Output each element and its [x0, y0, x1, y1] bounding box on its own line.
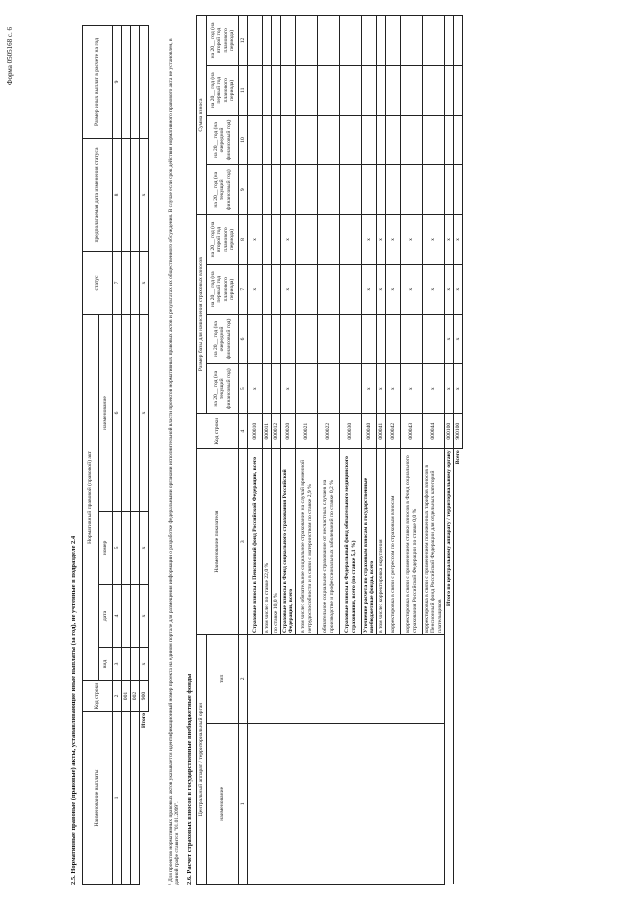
- x-mark: х: [377, 364, 386, 414]
- value-cell: [263, 364, 272, 414]
- value-cell: [423, 115, 445, 165]
- value-cell: [263, 215, 272, 265]
- row-code: 000020: [281, 414, 296, 449]
- row-code: 000022: [318, 414, 340, 449]
- value-cell: [272, 215, 281, 265]
- x-mark: х: [423, 264, 445, 314]
- colnum: 6: [239, 314, 248, 364]
- x-mark: х: [281, 264, 296, 314]
- colnum: 5: [113, 512, 122, 585]
- value-cell: [248, 165, 263, 215]
- group-base-header: Размер базы для начисления страховых взносов: [197, 215, 207, 414]
- value-cell: [318, 364, 340, 414]
- value-cell: [340, 314, 362, 364]
- value-cell: [318, 264, 340, 314]
- colnum: 6: [113, 315, 122, 512]
- yr-p2: на 20__ год (на второй год планового периода): [207, 215, 239, 265]
- value-cell: [272, 264, 281, 314]
- value-cell: [401, 165, 423, 215]
- yr-p1: на 20__ год (на первый год планового периода): [207, 65, 239, 115]
- group-sum-header: Сумма взноса: [197, 16, 207, 215]
- x-mark: х: [377, 215, 386, 265]
- col-indicator-header: Наименование показателя: [197, 449, 239, 635]
- x-mark: х: [140, 315, 149, 512]
- x-mark: х: [454, 215, 463, 265]
- value-cell: [340, 165, 362, 215]
- row-code: 000010: [248, 414, 263, 449]
- value-cell: [386, 314, 401, 364]
- value-cell: [423, 314, 445, 364]
- colnum: 7: [113, 252, 122, 315]
- x-mark: х: [401, 215, 423, 265]
- x-mark: х: [445, 215, 454, 265]
- value-cell: [296, 165, 318, 215]
- row-code: 000042: [386, 414, 401, 449]
- colnum: 11: [239, 65, 248, 115]
- colnum: 1: [239, 723, 248, 884]
- value-cell: [263, 314, 272, 364]
- section-25-table: [82, 25, 149, 885]
- row-code: 000021: [296, 414, 318, 449]
- row-code: 000044: [423, 414, 445, 449]
- value-cell: [423, 65, 445, 115]
- col-status-header: статус: [83, 252, 113, 315]
- indicator-name: в том числе: обязательное социальное страхование на случай временной нетрудоспособности и в связи с материнством по ставке 2,9 %: [296, 449, 318, 635]
- total-all-code: 900100: [454, 414, 463, 449]
- total-row: [140, 26, 149, 885]
- value-cell: [386, 115, 401, 165]
- x-mark: х: [140, 512, 149, 585]
- x-mark: х: [454, 264, 463, 314]
- value-cell: [272, 16, 281, 66]
- x-mark: х: [362, 364, 377, 414]
- value-cell: [401, 65, 423, 115]
- value-cell: [318, 16, 340, 66]
- value-cell: [386, 65, 401, 115]
- x-mark: х: [445, 264, 454, 314]
- total-central-code: 000100: [445, 414, 454, 449]
- value-cell: [377, 165, 386, 215]
- indicator-name: корректировка в связи с регрессом по страховым взносам: [386, 449, 401, 635]
- total-central-row: [445, 16, 454, 885]
- value-cell: [340, 364, 362, 414]
- colnum: 1: [113, 712, 122, 885]
- value-cell: [281, 16, 296, 66]
- value-cell: [362, 314, 377, 364]
- value-cell: [423, 16, 445, 66]
- total-label: Итого: [140, 712, 149, 885]
- row-code: 000040: [362, 414, 377, 449]
- section-26-table: [196, 15, 463, 885]
- x-mark: х: [140, 585, 149, 648]
- col-name-header: наименование: [207, 723, 239, 884]
- form-code: Форма 0505168 с. 6: [6, 26, 14, 85]
- x-mark: х: [386, 264, 401, 314]
- col-npa-header: Нормативный правовой (правовой) акт: [83, 315, 99, 681]
- value-cell: [281, 314, 296, 364]
- x-mark: х: [140, 139, 149, 252]
- total-all-row: [454, 16, 463, 885]
- x-mark: х: [386, 215, 401, 265]
- value-cell: [386, 16, 401, 66]
- value-cell: [340, 215, 362, 265]
- value-cell: [296, 115, 318, 165]
- col-title-header: наименование: [99, 315, 113, 512]
- column-numbers-row: [239, 16, 248, 885]
- colnum: 3: [113, 648, 122, 681]
- row-code: 000030: [340, 414, 362, 449]
- colnum: 10: [239, 115, 248, 165]
- value-cell: [377, 115, 386, 165]
- col-name-header: Наименование выплаты: [83, 712, 113, 885]
- table-row: [131, 26, 140, 885]
- colnum: 2: [113, 681, 122, 712]
- x-mark: х: [248, 215, 263, 265]
- section-26-title: 2.6. Расчет страховых взносов в государственные внебюджетные фонды: [186, 673, 193, 885]
- yr-p1: на 20__ год (на первый год планового периода): [207, 264, 239, 314]
- x-mark: х: [362, 264, 377, 314]
- x-mark: х: [454, 314, 463, 364]
- col-code-header: Код строки: [83, 681, 113, 712]
- x-mark: х: [401, 264, 423, 314]
- value-cell: [401, 314, 423, 364]
- value-cell: [377, 65, 386, 115]
- colnum: 7: [239, 264, 248, 314]
- value-cell: [263, 115, 272, 165]
- indicator-name: в том числе: по ставке 22,0 %: [263, 449, 272, 635]
- value-cell: [263, 65, 272, 115]
- value-cell: [318, 65, 340, 115]
- value-cell: [272, 314, 281, 364]
- x-mark: х: [248, 264, 263, 314]
- footnote: ¹ Для проектов нормативных правовых актов указывается идентификационный номер проекта на едином портале для размещения информации о разработке федеральными органами исполнительной власти проектов нормативных правовых актов и результатах их общественного обсуждения. В случае если срок действия нормативного правового акта не установлен, в данной графе ставится "01.01.2099".: [168, 38, 181, 885]
- value-cell: [296, 65, 318, 115]
- colnum: 2: [239, 635, 248, 724]
- x-mark: х: [248, 364, 263, 414]
- colnum: 8: [239, 215, 248, 265]
- value-cell: [401, 115, 423, 165]
- value-cell: [296, 215, 318, 265]
- col-code-header: Код строки: [197, 414, 239, 449]
- col-vid-header: вид: [99, 648, 113, 681]
- value-cell: [377, 314, 386, 364]
- value-cell: [296, 364, 318, 414]
- total-central-label: Итого по центральному аппарату / территориальному органу: [445, 449, 454, 885]
- value-cell: [296, 264, 318, 314]
- value-cell: [377, 16, 386, 66]
- value-cell: [248, 314, 263, 364]
- value-cell: [248, 65, 263, 115]
- x-mark: х: [140, 252, 149, 315]
- indicator-name: обязательное социальное страхование от несчастных случаев на производстве и профессиональных заболеваний по ставке 0,2 %: [318, 449, 340, 635]
- x-mark: х: [423, 215, 445, 265]
- x-mark: х: [362, 215, 377, 265]
- x-mark: х: [454, 364, 463, 414]
- value-cell: [386, 165, 401, 215]
- indicator-name: Страховые взносы в Пенсионный фонд Российской Федерации, всего: [248, 449, 263, 635]
- indicator-name: Страховые взносы в Фонд социального страхования Российской Федерации, всего: [281, 449, 296, 635]
- section-26-body: [248, 16, 445, 885]
- value-cell: [272, 364, 281, 414]
- col-num-header: номер: [99, 512, 113, 585]
- central-name-cell: [248, 723, 445, 884]
- col-central-header: Центральный аппарат / территориальный орган: [197, 635, 207, 885]
- row-code: 000011: [263, 414, 272, 449]
- indicator-name: корректировка в связи с применением пониженных тарифов взносов в Пенсионный фонд Российской Федерации для отдельных категорий плательщиков: [423, 449, 445, 635]
- row-code: 000012: [272, 414, 281, 449]
- col-date-header: дата: [99, 585, 113, 648]
- x-mark: х: [445, 364, 454, 414]
- value-cell: [340, 264, 362, 314]
- yr-cur: на 20__ год (на текущий финансовый год): [207, 364, 239, 414]
- value-cell: [263, 16, 272, 66]
- value-cell: [272, 65, 281, 115]
- col-size-header: Размер иных выплат в расчете на год: [83, 26, 113, 139]
- colnum: 8: [113, 139, 122, 252]
- value-cell: [362, 65, 377, 115]
- x-mark: х: [401, 364, 423, 414]
- section-25-title: 2.5. Нормативные правовые (правовые) акты, устанавливающие иные выплаты (за год), не учтенные в подразделе 2.4: [70, 535, 77, 885]
- colnum: 5: [239, 364, 248, 414]
- colnum: 9: [239, 165, 248, 215]
- value-cell: [340, 115, 362, 165]
- value-cell: [281, 165, 296, 215]
- central-type-cell: [248, 635, 445, 724]
- value-cell: [318, 314, 340, 364]
- table-row: [248, 16, 263, 885]
- value-cell: [296, 314, 318, 364]
- value-cell: [318, 165, 340, 215]
- yr-p2: на 20__ год (на второй год планового периода): [207, 16, 239, 66]
- column-numbers-row: [113, 26, 122, 885]
- x-mark: х: [281, 364, 296, 414]
- value-cell: [248, 16, 263, 66]
- yr-next: на 20__ год (на очередной финансовый год): [207, 314, 239, 364]
- value-cell: [401, 16, 423, 66]
- value-cell: [318, 115, 340, 165]
- indicator-name: корректировка в связи с применением ставки взносов в Фонд социального страхования Российской Федерации по ставке 0,0 %: [401, 449, 423, 635]
- row-code: 002: [131, 681, 140, 712]
- value-cell: [423, 165, 445, 215]
- colnum: 4: [239, 414, 248, 449]
- total-all-label: Всего: [454, 449, 463, 885]
- col-type-header: тип: [207, 635, 239, 724]
- value-cell: [296, 16, 318, 66]
- value-cell: [318, 215, 340, 265]
- value-cell: [281, 115, 296, 165]
- value-cell: [248, 115, 263, 165]
- value-cell: [281, 65, 296, 115]
- value-cell: [272, 115, 281, 165]
- yr-cur: на 20__ год (на текущий финансовый год): [207, 165, 239, 215]
- value-cell: [362, 115, 377, 165]
- x-mark: х: [423, 364, 445, 414]
- x-mark: х: [281, 215, 296, 265]
- row-code: 000041: [377, 414, 386, 449]
- value-cell: [340, 65, 362, 115]
- value-cell: [362, 16, 377, 66]
- value-cell: [263, 264, 272, 314]
- colnum: 12: [239, 16, 248, 66]
- colnum: 3: [239, 449, 248, 635]
- yr-next: на 20__ год (на очередной финансовый год): [207, 115, 239, 165]
- x-mark: х: [386, 364, 401, 414]
- x-mark: х: [445, 314, 454, 364]
- value-cell: [263, 165, 272, 215]
- row-code: 000043: [401, 414, 423, 449]
- x-mark: х: [140, 648, 149, 681]
- indicator-name: Страховые взносы в Федеральный фонд обязательного медицинского страхования, всего (по ставке 5,1 %): [340, 449, 362, 635]
- total-code: 900: [140, 681, 149, 712]
- col-pred-header: предполагаемая дата изменения статуса: [83, 139, 113, 252]
- x-mark: х: [377, 264, 386, 314]
- table-row: [122, 26, 131, 885]
- indicator-name: по ставке 10,0 %: [272, 449, 281, 635]
- indicator-name: Уточнение расчета по страховым взносам в государственные внебюджетные фонды, всего: [362, 449, 377, 635]
- row-code: 001: [122, 681, 131, 712]
- value-cell: [272, 165, 281, 215]
- indicator-name: в том числе: корректировка округления: [377, 449, 386, 635]
- value-cell: [340, 16, 362, 66]
- value-cell: [362, 165, 377, 215]
- colnum: 9: [113, 26, 122, 139]
- colnum: 4: [113, 585, 122, 648]
